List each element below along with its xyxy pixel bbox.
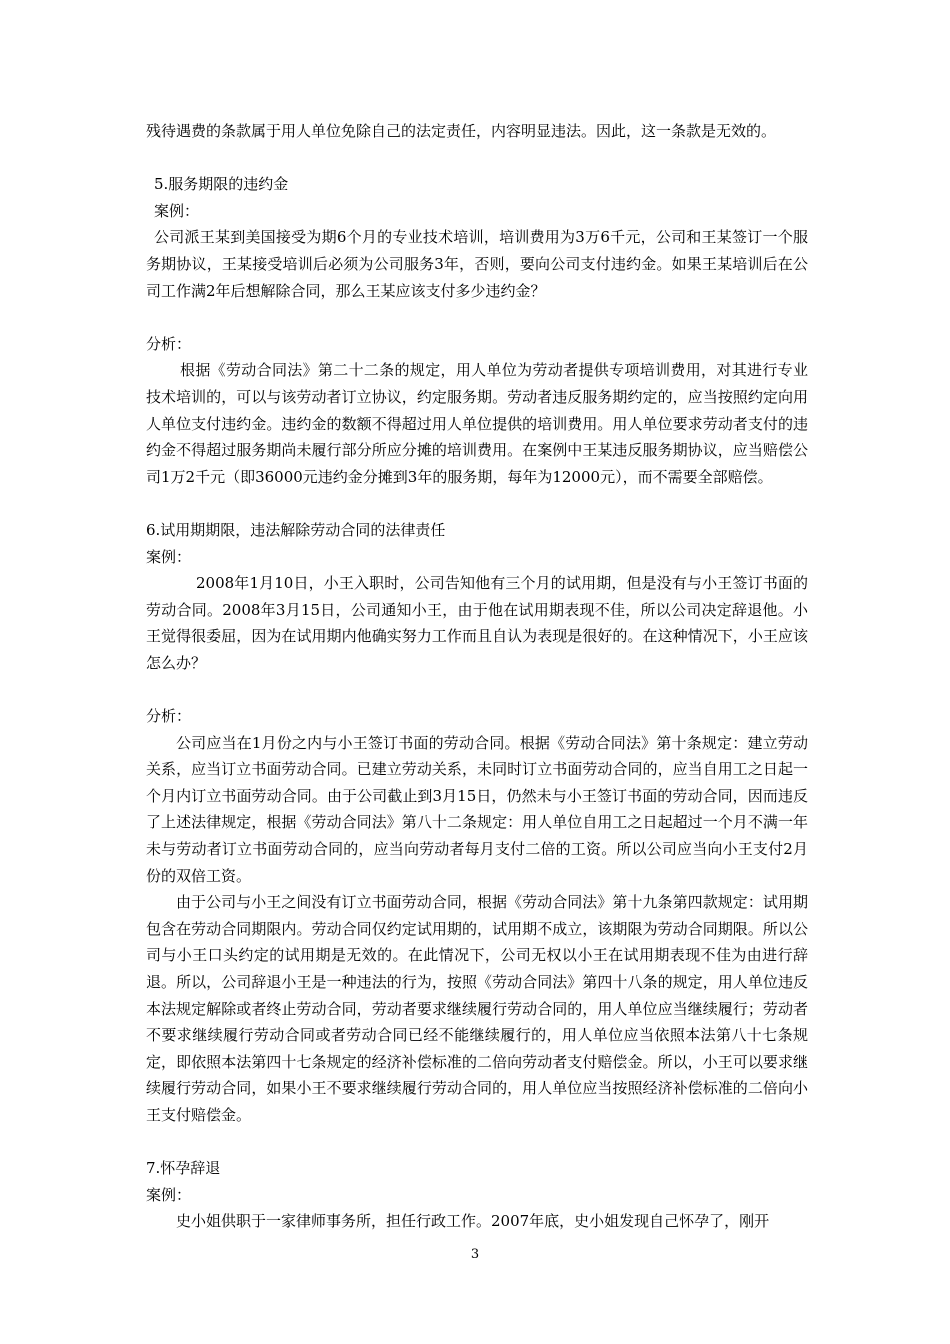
- section-5-analysis-label: 分析：: [146, 334, 192, 353]
- section-5-case-text: 公司派王某到美国接受为期6个月的专业技术培训，培训费用为3万6千元，公司和王某签订一个服务期协议，王某接受培训后必须为公司服务3年，否则，要向公司支付违约金。如果王某培训后在公司工作满2年后想解除合同，那么王某应该支付多少违约金？: [146, 228, 808, 300]
- page-body: [146, 118, 808, 1235]
- section-6-analysis-paragraph-2: 由于公司与小王之间没有订立书面劳动合同，根据《劳动合同法》第十九条第四款规定：试用期包含在劳动合同期限内。劳动合同仅约定试用期的，试用期不成立，该期限为劳动合同期限。所以公司与小王口头约定的试用期是无效的。在此情况下，公司无权以小王在试用期表现不佳为由进行辞退。所以，公司辞退小王是一种违法的行为，按照《劳动合同法》第四十八条的规定，用人单位违反本法规定解除或者终止劳动合同，劳动者要求继续履行劳动合同的，用人单位应当继续履行；劳动者不要求继续履行劳动合同或者劳动合同已经不能继续履行的，用人单位应当依照本法第八十七条规定，即依照本法第四十七条规定的经济补偿标准的二倍向劳动者支付赔偿金。所以，小王可以要求继续履行劳动合同，如果小王不要求继续履行劳动合同的，用人单位应当按照经济补偿标准的二倍向小王支付赔偿金。: [146, 893, 808, 1124]
- spacer: [146, 676, 808, 703]
- intro-paragraph: 残待遇费的条款属于用人单位免除自己的法定责任，内容明显违法。因此，这一条款是无效的。: [146, 122, 777, 140]
- section-5-heading: 5.服务期限的违约金: [154, 175, 289, 194]
- section-7-heading: 7.怀孕辞退: [146, 1159, 221, 1178]
- section-6-analysis-label: 分析：: [146, 707, 192, 726]
- section-6-case-label: 案例：: [146, 547, 192, 566]
- section-7-case-text: 史小姐供职于一家律师事务所，担任行政工作。2007年底，史小姐发现自己怀孕了，刚开: [176, 1212, 770, 1231]
- page-number: 3: [470, 1247, 480, 1262]
- section-6-case-text: 2008年1月10日，小王入职时，公司告知他有三个月的试用期，但是没有与小王签订书面的劳动合同。2008年3月15日，公司通知小王，由于他在试用期表现不佳，所以公司决定辞退他。小王觉得很委屈，因为在试用期内他确实努力工作而且自认为表现是很好的。在这种情况下，小王应该怎么办？: [146, 574, 808, 672]
- spacer: [146, 1129, 808, 1156]
- section-7-case-label: 案例：: [146, 1185, 192, 1204]
- section-5-analysis-text: 根据《劳动合同法》第二十二条的规定，用人单位为劳动者提供专项培训费用，对其进行专业技术培训的，可以与该劳动者订立协议，约定服务期。劳动者违反服务期约定的，应当按照约定向用人单位支付违约金。违约金的数额不得超过用人单位提供的培训费用。用人单位要求劳动者支付的违约金不得超过服务期尚未履行部分所应分摊的培训费用。在案例中王某违反服务期协议，应当赔偿公司1万2千元（即36000元违约金分摊到3年的服务期，每年为12000元），而不需要全部赔偿。: [146, 361, 808, 486]
- spacer: [146, 304, 808, 331]
- spacer: [146, 490, 808, 517]
- spacer: [146, 145, 808, 172]
- section-6-heading: 6.试用期期限，违法解除劳动合同的法律责任: [146, 520, 446, 539]
- section-5-case-label: 案例：: [154, 201, 200, 220]
- section-6-analysis-paragraph-1: 公司应当在1月份之内与小王签订书面的劳动合同。根据《劳动合同法》第十条规定：建立劳动关系，应当订立书面劳动合同。已建立劳动关系，未同时订立书面劳动合同的，应当自用工之日起一个月内订立书面劳动合同。由于公司截止到3月15日，仍然未与小王签订书面的劳动合同，因而违反了上述法律规定，根据《劳动合同法》第八十二条规定：用人单位自用工之日起超过一个月不满一年未与劳动者订立书面劳动合同的，应当向劳动者每月支付二倍的工资。所以公司应当向小王支付2月份的双倍工资。: [146, 733, 808, 885]
